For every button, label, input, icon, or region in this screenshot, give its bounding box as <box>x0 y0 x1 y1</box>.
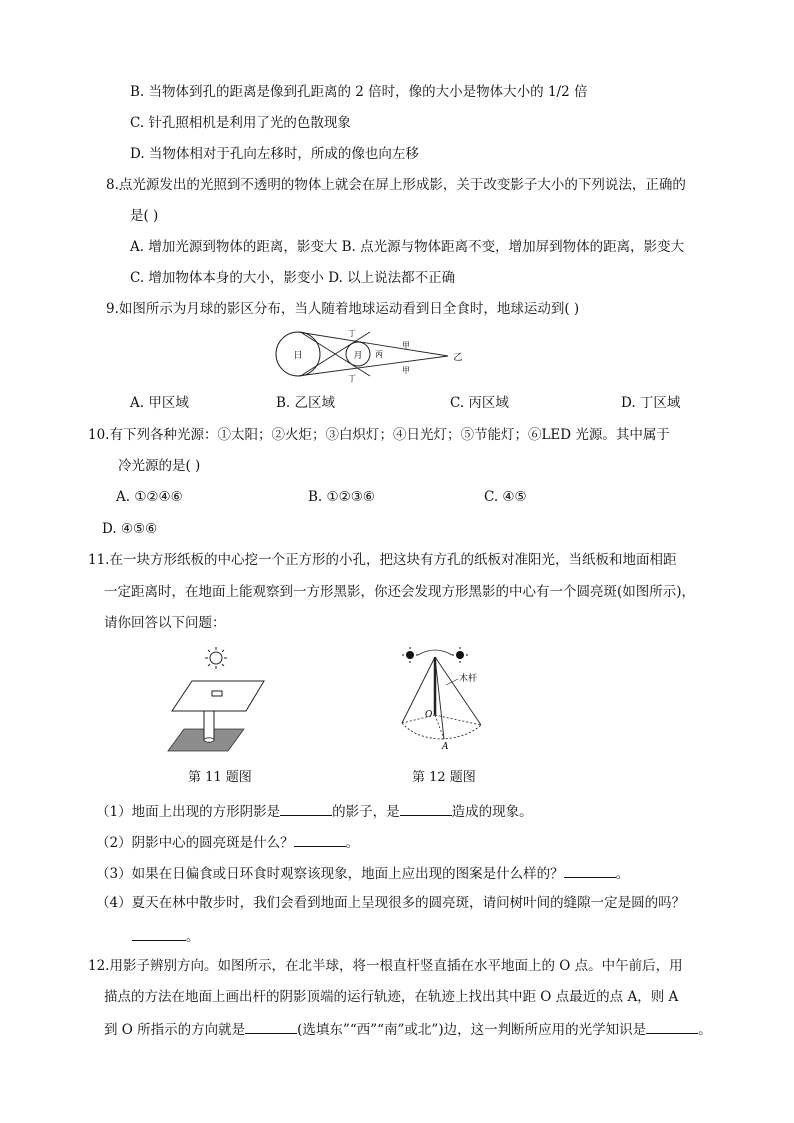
q10-option-d: D. ④⑤⑥ <box>102 521 158 537</box>
q9-option-b: B. 乙区域 <box>276 395 336 411</box>
q10-stem-line2: 冷光源的是( ) <box>118 458 201 474</box>
q8-options-cd: C. 增加物体本身的大小，影变小 D. 以上说法都不正确 <box>130 270 456 286</box>
q8-options-ab: A. 增加光源到物体的距离，影变大 B. 点光源与物体距离不变，增加屏到物体的距离，影变大 <box>130 239 685 255</box>
label-a: A <box>442 742 449 752</box>
answer-blank[interactable] <box>245 1019 297 1034</box>
q12-stem3-b: (选填东”“西”“南”或北”)边，这一判断所应用的光学知识是 <box>297 1022 647 1038</box>
q7-option-c: C. 针孔照相机是利用了光的色散现象 <box>130 115 351 131</box>
q11-part4-end: 。 <box>186 929 200 945</box>
fig12-shadow-figure <box>396 645 496 755</box>
q9-option-c: C. 丙区域 <box>450 395 509 411</box>
q12-stem-line3 <box>104 1019 712 1039</box>
q11-stem-line2: 一定距离时，在地面上能观察到一方形黑影，你还会发现方形黑影的中心有一个圆亮斑(如图所示)， <box>104 584 696 600</box>
q11-stem-line1: 11.在一块方形纸板的中心挖一个正方形的小孔，把这块有方孔的纸板对准阳光，当纸板和地面相距 <box>88 552 677 568</box>
label-sun: 日 <box>293 351 303 361</box>
answer-blank[interactable] <box>132 926 186 941</box>
q11-part3-b: 。 <box>615 866 630 882</box>
q12-stem-line2: 描点的方法在地面上画出杆的阴影顶端的运行轨迹，在轨迹上找出其中距 O 点最近的点 A，则 A <box>104 989 679 1005</box>
q7-option-d: D. 当物体相对于孔向左移时，所成的像也向左移 <box>130 146 419 162</box>
q12-stem-line1: 12.用影子辨别方向。如图所示，在北半球，将一根直杆竖直插在水平地面上的 O 点。中午前后，用 <box>88 958 683 974</box>
label-rod: 木杆 <box>459 674 478 684</box>
q10-stem-line1: 10.有下列各种光源：①太阳；②火炬；③白炽灯；④日光灯；⑤节能灯；⑥LED 光源。其中属于 <box>88 427 670 443</box>
answer-blank[interactable] <box>400 801 452 816</box>
answer-blank[interactable] <box>646 1019 698 1034</box>
q11-part2-b: 。 <box>345 835 360 851</box>
q9-option-a: A. 甲区域 <box>130 395 189 411</box>
answer-blank[interactable] <box>280 801 332 816</box>
q12-stem3-c: 。 <box>698 1022 712 1038</box>
label-ding-top: 丁 <box>348 329 356 338</box>
q11-part1-b: 的影子，是 <box>332 804 400 820</box>
q12-stem3-a: 到 O 所指示的方向就是 <box>104 1022 246 1038</box>
q11-part1-c: 造成的现象。 <box>451 804 533 820</box>
fig12-caption: 第 12 题图 <box>412 770 476 785</box>
q11-part2-a: （2）阴影中心的圆亮斑是什么？ <box>96 835 294 851</box>
label-o: O <box>425 710 433 720</box>
label-bing: 丙 <box>375 350 383 359</box>
q9-moon-shadow-figure <box>272 326 472 384</box>
q11-part2 <box>96 832 359 852</box>
label-yi: 乙 <box>453 353 463 363</box>
q10-option-a: A. ①②④⑥ <box>116 489 183 505</box>
answer-blank[interactable] <box>564 863 616 878</box>
q8-stem-line1: 8.点光源发出的光照到不透明的物体上就会在屏上形成影，关于改变影子大小的下列说法，正确的 <box>106 177 686 193</box>
q9-option-d: D. 丁区域 <box>621 395 681 411</box>
q7-option-b: B. 当物体到孔的距离是像到孔距离的 2 倍时，像的大小是物体大小的 1/2 倍 <box>130 84 588 100</box>
label-ding-bottom: 丁 <box>348 374 356 383</box>
fig11-caption: 第 11 题图 <box>188 770 252 785</box>
fig11-pinhole-figure <box>164 645 274 755</box>
q11-part4-answer <box>132 926 200 946</box>
sun-icon <box>402 647 418 663</box>
q8-stem-line2: 是( ) <box>130 208 159 224</box>
q11-part1 <box>96 801 533 821</box>
label-moon: 月 <box>353 351 363 361</box>
q10-option-b: B. ①②③⑥ <box>308 489 375 505</box>
sun-icon <box>205 647 227 669</box>
q10-option-c: C. ④⑤ <box>484 489 527 505</box>
sun-icon <box>452 647 468 663</box>
answer-blank[interactable] <box>294 832 346 847</box>
q11-part3-a: （3）如果在日偏食或日环食时观察该现象，地面上应出现的图案是什么样的？ <box>96 866 564 882</box>
q11-part4: （4）夏天在林中散步时，我们会看到地面上呈现很多的圆亮斑，请问树叶间的缝隙一定是圆的吗？ <box>96 895 686 911</box>
label-jia-bottom: 甲 <box>402 366 410 375</box>
q11-part3 <box>96 863 629 883</box>
q11-part1-a: （1）地面上出现的方形阴影是 <box>96 804 281 820</box>
q9-stem: 9.如图所示为月球的影区分布，当人随着地球运动看到日全食时，地球运动到( ) <box>106 301 580 317</box>
label-jia-top: 甲 <box>402 341 410 350</box>
q11-stem-line3: 请你回答以下问题： <box>104 615 226 631</box>
